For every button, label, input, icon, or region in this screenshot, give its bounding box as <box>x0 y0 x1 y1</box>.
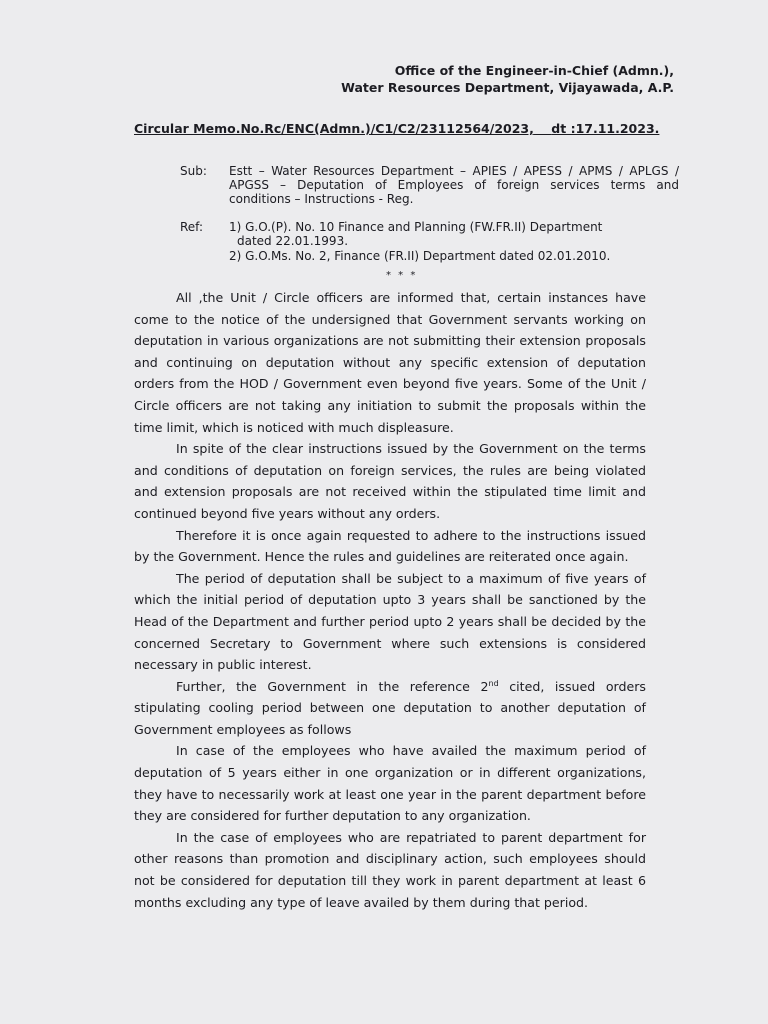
memo-date: dt :17.11.2023. <box>551 121 660 136</box>
reference-item-1: 1) G.O.(P). No. 10 Finance and Planning (FW.FR.II) Department <box>229 220 603 234</box>
reference-label: Ref: <box>180 220 204 234</box>
memo-reference-line <box>134 121 659 136</box>
paragraph-5 <box>134 676 646 741</box>
paragraph-1: All ,the Unit / Circle officers are informed that, certain instances have come to the notice of the undersigned that Government servants working on deputation in various organizations are not submitting their extension proposals and continuing on deputation without any specific extension of deputation orders from the HOD / Government even beyond five years. Some of the Unit / Circle officers are not taking any initiation to submit the proposals within the time limit, which is noticed with much displeasure. <box>134 290 646 435</box>
subject-label: Sub: <box>180 164 207 178</box>
reference-item-1-date: dated 22.01.1993. <box>237 234 349 248</box>
paragraph-4: The period of deputation shall be subject to a maximum of five years of which the initial period of deputation upto 3 years shall be sanctioned by the Head of the Department and further period upto 2 years shall be decided by the concerned Secretary to Government where such extensions is considered necessary in public interest. <box>134 570 646 673</box>
paragraph-5-start: Further, the Government in the reference 2 <box>176 678 489 694</box>
paragraph-3: Therefore it is once again requested to adhere to the instructions issued by the Government. Hence the rules and guidelines are reiterated once again. <box>134 527 646 565</box>
reference-item-2: 2) G.O.Ms. No. 2, Finance (FR.II) Department dated 02.01.2010. <box>229 249 611 263</box>
paragraph-6: In case of the employees who have availed the maximum period of deputation of 5 years either in one organization or in different organizations, they have to necessarily work at least one year in the parent department before they are considered for further deputation to any organization. <box>134 743 646 824</box>
subject-text: Estt – Water Resources Department – APIES / APESS / APMS / APLGS / APGSS – Deputation of Employees of foreign services terms and conditions – Instructions - Reg. <box>229 164 679 206</box>
paragraph-7: In the case of employees who are repatriated to parent department for other reasons than promotion and disciplinary action, such employees should not be considered for deputation till they work in parent department at least 6 months excluding any type of leave availed by them during that period. <box>134 829 646 910</box>
paragraph-5-end: cited, issued orders stipulating cooling period between one deputation to another deputation of Government employees as follows <box>134 678 646 737</box>
memo-body <box>134 287 646 913</box>
separator: * * * <box>386 270 418 281</box>
office-name: Office of the Engineer-in-Chief (Admn.), <box>394 63 674 78</box>
paragraph-2: In spite of the clear instructions issued by the Government on the terms and conditions of deputation on foreign services, the rules are being violated and extension proposals are not received within the stipulated time limit and continued beyond five years without any orders. <box>134 441 646 521</box>
memo-number: Circular Memo.No.Rc/ENC(Admn.)/C1/C2/23112564/2023, <box>134 121 534 136</box>
office-address: Water Resources Department, Vijayawada, A.P. <box>341 80 674 95</box>
office-header <box>341 62 674 96</box>
ordinal-suffix: nd <box>488 678 499 688</box>
